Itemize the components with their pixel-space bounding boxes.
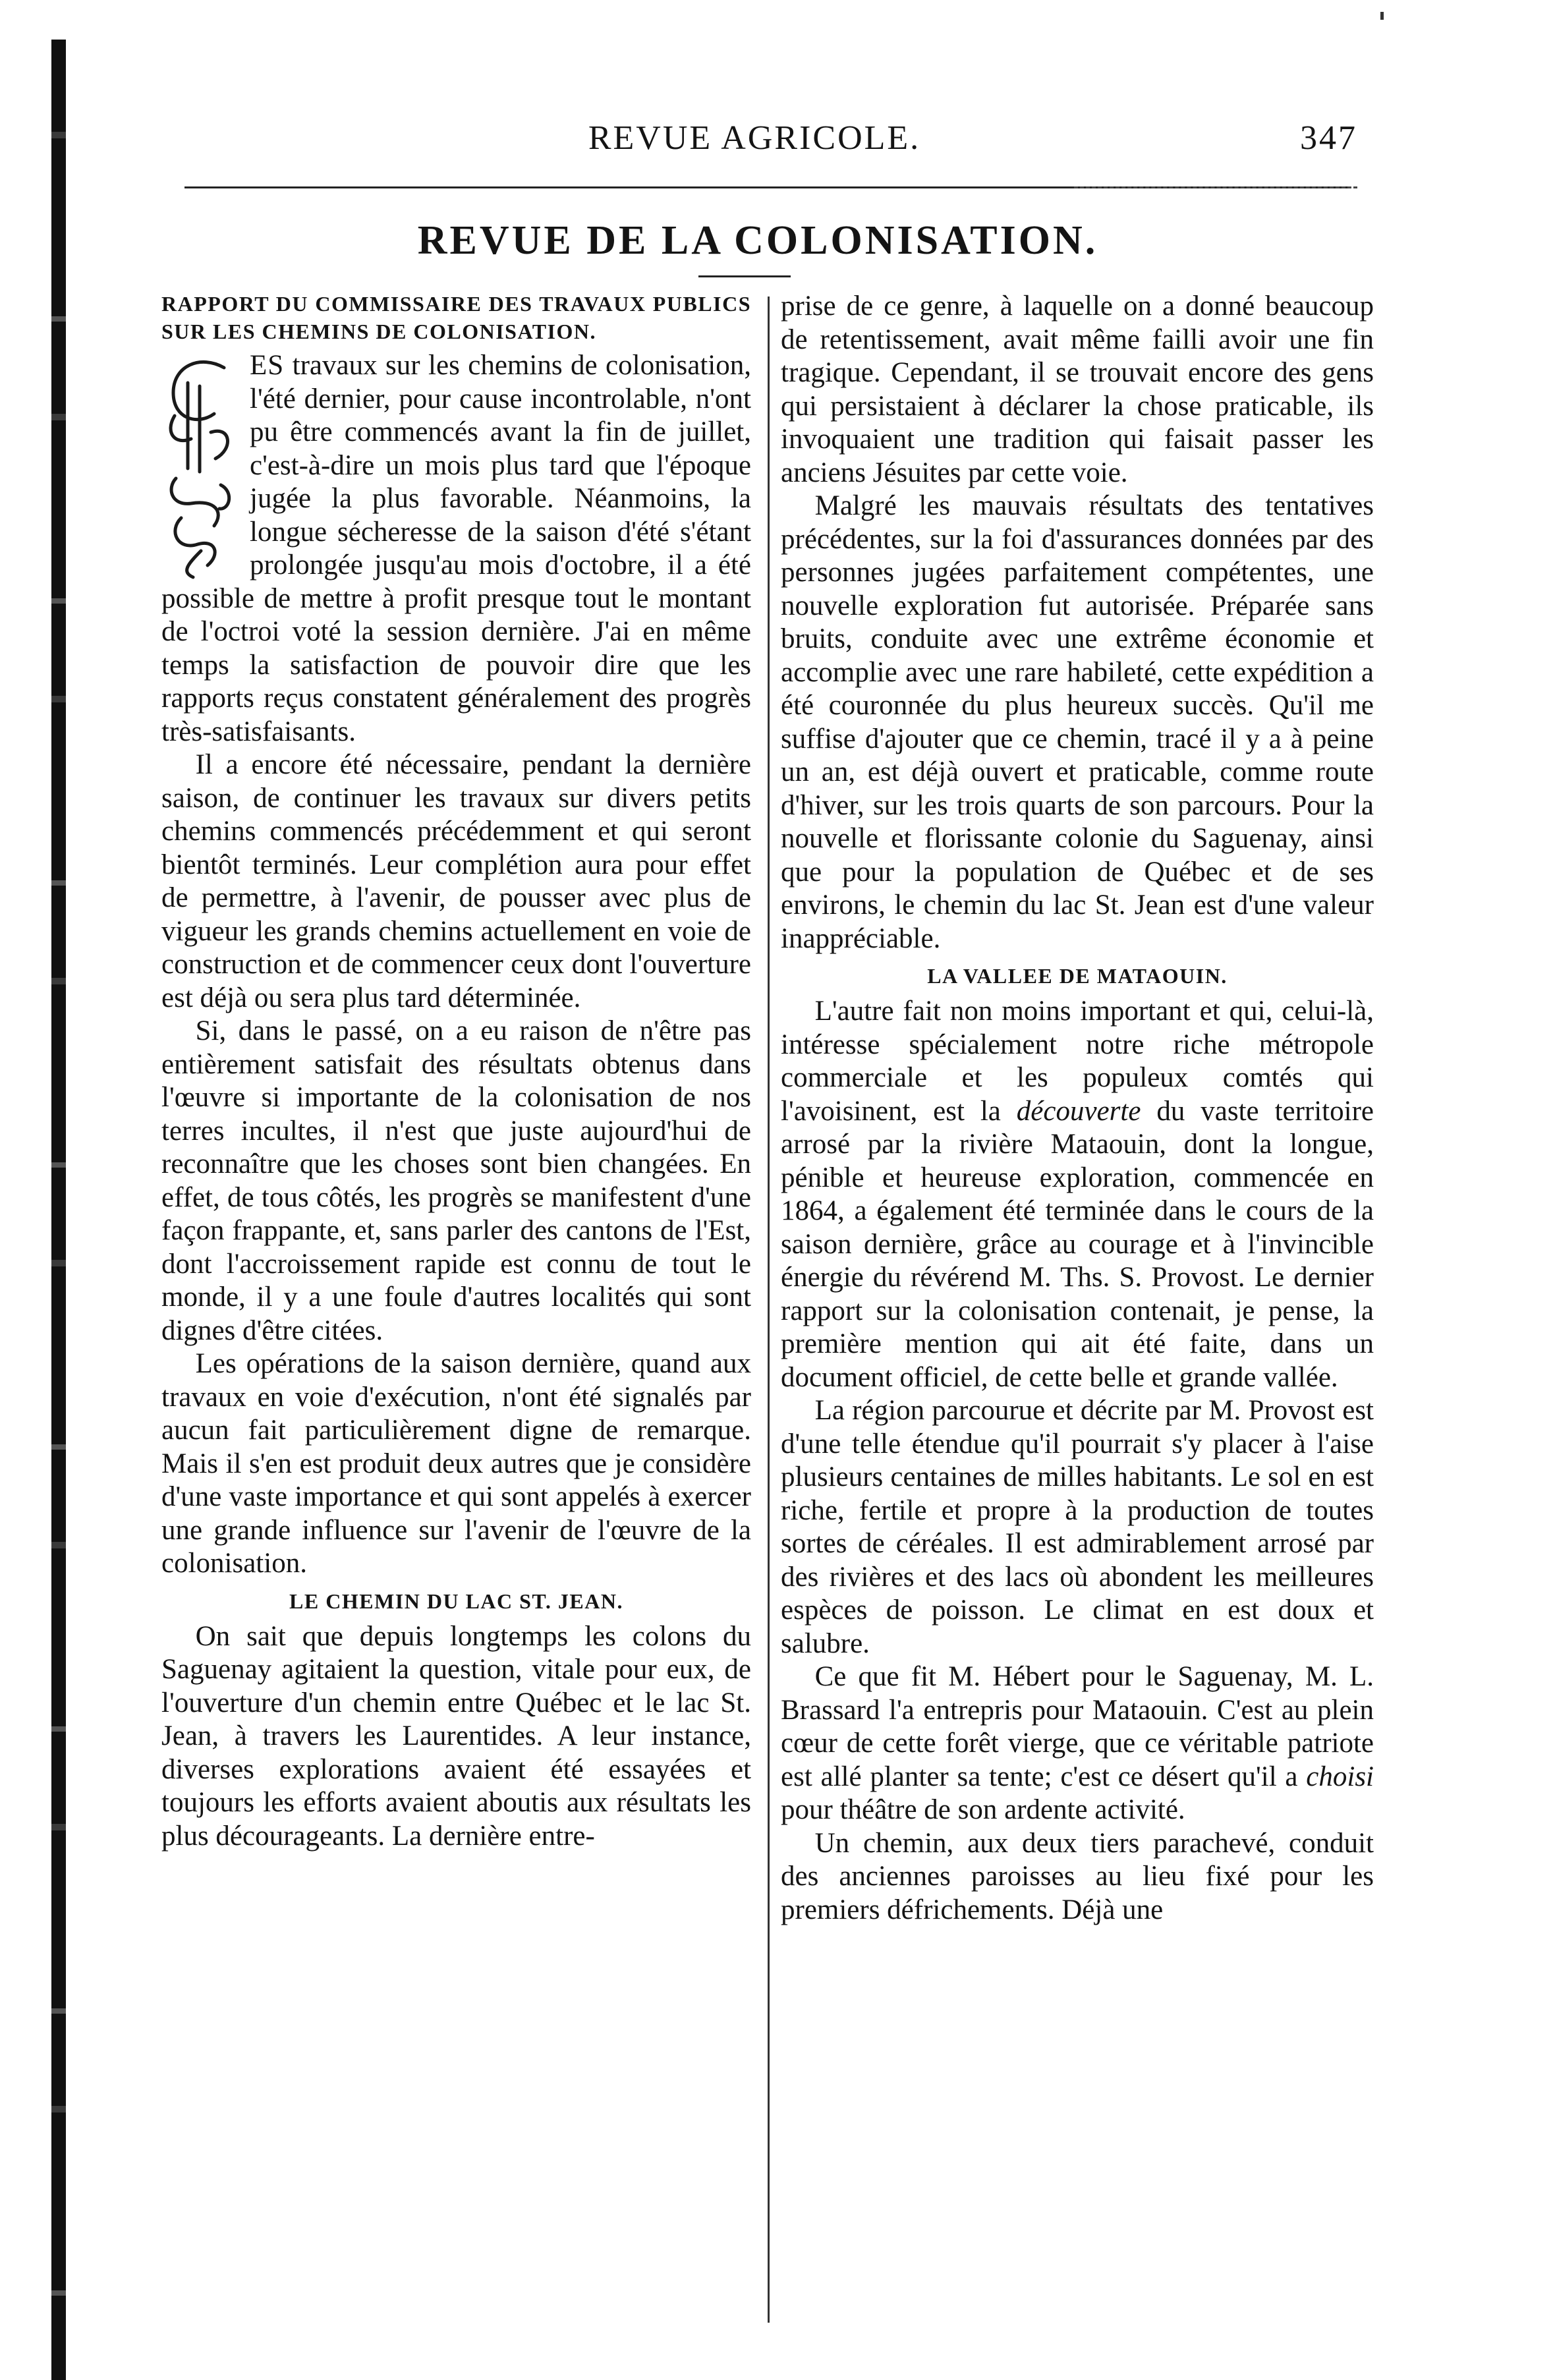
ornamental-initial-icon: [161, 353, 240, 581]
paragraph-9-emphasis: choisi: [1306, 1761, 1374, 1792]
paragraph-7: [781, 995, 1374, 1394]
page-number: 347: [1300, 119, 1357, 157]
column-left: [161, 290, 751, 2352]
paragraph-8: La région parcourue et décrite par M. Provost est d'une telle étendue qu'il pourrait s'y placer à l'aise plusieurs centaines de milles habitants. Le sol en est riche, fertile et propre à la production de toutes sortes de céréales. Il est admirablement arrosé par des rivières et des lacs où abondent les meilleures espèces de poisson. Le climat en est doux et salubre.: [781, 1395, 1374, 1659]
running-head: [152, 119, 1357, 165]
paragraph-9: [781, 1660, 1374, 1827]
subheading-lac-st-jean: LE CHEMIN DU LAC ST. JEAN.: [289, 1589, 623, 1613]
paragraph-6: Malgré les mauvais résultats des tentatives précédentes, sur la foi d'assurances données par des personnes jugées parfaitement compétentes, une nouvelle exploration fut autorisée. Préparée sans bruits, conduite avec une extrême économie et accomplie avec une rare habileté, cette expédition a été couronnée du plus heureux succès. Qu'il me suffise d'ajouter que ce chemin, tracé il y a à peine un an, est déjà ouvert et praticable, comme route d'hiver, sur les trois quarts de son parcours. Pour la nouvelle et florissante colonie du Saguenay, ainsi que pour la population de Québec et de ses environs, le chemin du lac St. Jean est d'une valeur inappréciable.: [781, 490, 1374, 954]
title-rule: [698, 275, 791, 277]
paragraph-7-emphasis: découverte: [1016, 1095, 1141, 1127]
initial-word-rest: ES: [250, 350, 285, 381]
column-divider: [768, 297, 770, 2323]
binding-edge: [51, 40, 66, 2380]
paragraph-1: travaux sur les chemins de colonisation, l'été dernier, pour cause incontrolable, n'ont pu être commencés avant la fin de juillet, c'est-à-dire un mois plus tard que l'époque jugée la plus favorable. Néanmoins, la longue sécheresse de la saison d'été s'étant prolongée jusqu'au mois d'octobre, il a été possible de mettre à profit presque tout le montant de l'octroi voté la session dernière. J'ai en même temps la satisfaction de pouvoir dire que les rapports reçus constatent généralement des progrès très-satisfaisants.: [161, 350, 751, 747]
subheading-mataouin: LA VALLEE DE MATAOUIN.: [927, 964, 1228, 988]
paragraph-10: Un chemin, aux deux tiers parachevé, conduit des anciennes paroisses au lieu fixé pour les premiers défrichements. Déjà une: [781, 1827, 1374, 1925]
paragraph-5: On sait que depuis longtemps les colons du Saguenay agitaient la question, vitale pour eux, de l'ouverture d'un chemin entre Québec et le lac St. Jean, à travers les Laurentides. A leur instance, diverses explorations avaient été essayées et toujours les efforts avaient aboutis aux résultats les plus décourageants. La dernière entre-: [161, 1620, 751, 1852]
running-head-title: REVUE AGRICOLE.: [588, 119, 921, 157]
paragraph-9-a: Ce que fit M. Hébert pour le Saguenay, M. L. Brassard l'a entrepris pour Mataouin. C'est au plein cœur de cette forêt vierge, que ce véritable patriote est allé planter sa tente; c'est ce désert qu'il a: [781, 1661, 1374, 1792]
column-right: [781, 290, 1374, 2352]
paragraph-9-b: pour théâtre de son ardente activité.: [781, 1794, 1185, 1825]
header-rule-dashed: [1074, 186, 1357, 188]
paragraph-3: Si, dans le passé, on a eu raison de n'être pas entièrement satisfait des résultats obtenus dans l'œuvre si importante de la colonisation de nos terres incultes, il n'est que juste aujourd'hui de reconnaître que les choses sont bien changées. En effet, de tous côtés, les progrès se manifestent d'une façon frappante, et, sans parler des cantons de l'Est, dont l'accroissement rapide est connu de tout le monde, il y a une foule d'autres localités qui sont dignes d'être citées.: [161, 1015, 751, 1346]
article-heading: RAPPORT DU COMMISSAIRE DES TRAVAUX PUBLICS SUR LES CHEMINS DE COLONISATION.: [161, 292, 751, 343]
scan-mark: [1380, 12, 1384, 20]
paragraph-7-a: L'autre fait non moins important et qui, celui-là, intéresse spécialement notre riche métropole commerciale et les populeux comtés qui l'avoisinent, est la: [781, 996, 1374, 1127]
paragraph-7-b: du vaste territoire arrosé par la rivière Mataouin, dont la longue, pénible et heureuse exploration, commencée en 1864, a également été terminée dans le cours de la saison dernière, grâce au courage et à l'invincible énergie du révérend M. Ths. S. Provost. Le dernier rapport sur la colonisation contenait, je pense, la première mention qui ait été faite, dans un document officiel, de cette belle et grande vallée.: [781, 1095, 1374, 1393]
paragraph-4: Les opérations de la saison dernière, quand aux travaux en voie d'exécution, n'ont été signalés par aucun fait particulièrement digne de remarque. Mais il s'en est produit deux autres que je considère d'une vaste importance et qui sont appelés à exercer une grande influence sur l'avenir de l'œuvre de la colonisation.: [161, 1348, 751, 1579]
paragraph-2: Il a encore été nécessaire, pendant la dernière saison, de continuer les travaux sur divers petits chemins commencés précédemment et qui seront bientôt terminés. Leur complétion aura pour effet de permettre, à l'avenir, de pousser avec plus de vigueur les grands chemins actuellement en voie de construction et de commencer ceux dont l'ouverture est déjà ou sera plus tard déterminée.: [161, 749, 751, 1013]
section-title: REVUE DE LA COLONISATION.: [417, 218, 1098, 263]
paragraph-5-continued: prise de ce genre, à laquelle on a donné beaucoup de retentissement, avait même failli avoir une fin tragique. Cependant, il se trouvait encore des gens qui persistaient à déclarer la chose praticable, ils invoquaient une tradition qui faisait passer les anciens Jésuites par cette voie.: [781, 291, 1374, 488]
